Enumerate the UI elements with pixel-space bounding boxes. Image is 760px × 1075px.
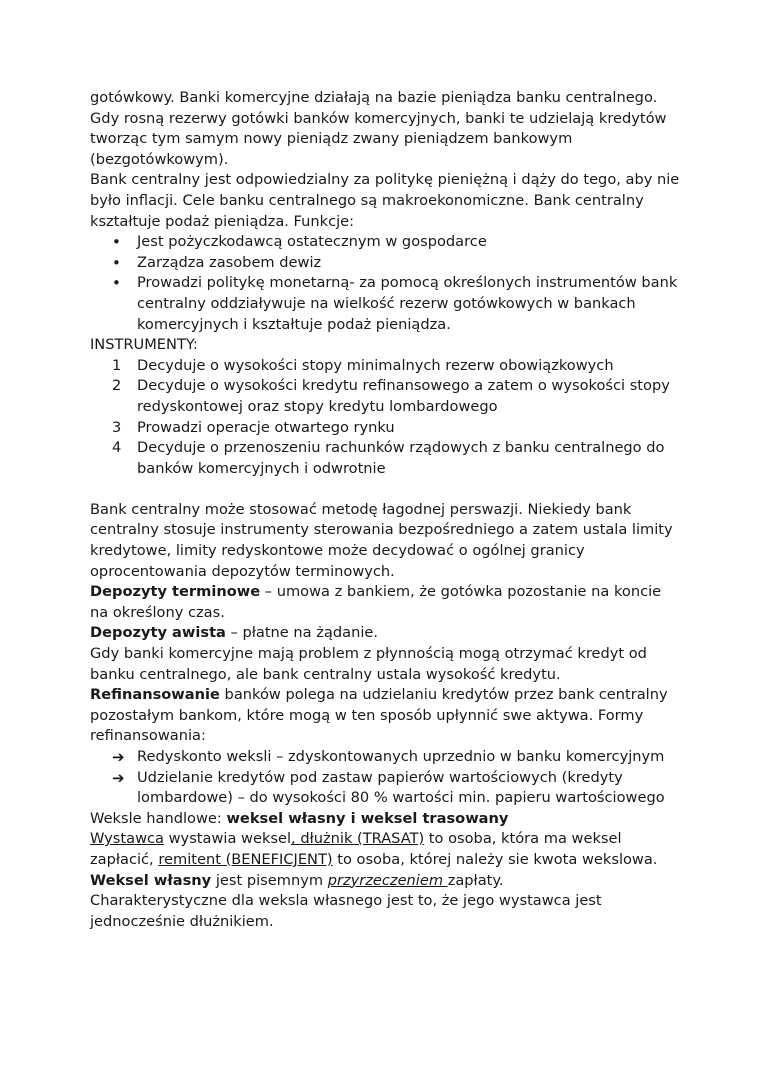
- paragraph-persuasion: Bank centralny może stosować metodę łagodnej perswazji. Niekiedy bank centralny stosuje instrumenty sterowania bezpośredniego a zatem ustala limity kredytowe, limity redyskontowe może decydować o ogólnej granicy oprocentowania depozytów terminowych.: [90, 500, 673, 580]
- text-fragment: zapłaty.: [447, 871, 504, 889]
- list-item: [90, 438, 680, 479]
- paragraph-own-bill-characteristic: Charakterystyczne dla weksla własnego jest to, że jego wystawca jest jednocześnie dłużnikiem.: [90, 892, 602, 930]
- definition-own-bill: [90, 871, 680, 892]
- text-fragment: to osoba, która ma weksel zapłacić,: [90, 830, 622, 868]
- definition-term-deposits: [90, 582, 680, 623]
- definition-refinancing: [90, 685, 680, 747]
- list-item: [90, 356, 680, 377]
- arrow-right-icon: ➔: [112, 748, 125, 766]
- functions-list: [90, 232, 680, 335]
- bills-prefix: Weksle handlowe:: [90, 809, 227, 827]
- list-item: [90, 747, 680, 768]
- term-bold: Depozyty terminowe: [90, 583, 261, 601]
- paragraph-central-bank: Bank centralny jest odpowiedzialny za politykę pieniężną i dąży do tego, aby nie było inflacji. Cele banku centralnego są makroekonomiczne. Bank centralny kształtuje podaż pieniądza. Funkcje:: [90, 171, 680, 230]
- list-item-text: Redyskonto weksli – zdyskontowanych uprzednio w banku komercyjnym: [137, 748, 665, 765]
- italic-underlined-term: przyrzeczeniem: [327, 871, 448, 889]
- list-number: 3: [112, 418, 122, 436]
- refinancing-forms-list: [90, 747, 680, 809]
- list-item-text: Jest pożyczkodawcą ostatecznym w gospodarce: [137, 233, 487, 251]
- blank-line: [90, 479, 680, 500]
- instruments-list: [90, 356, 680, 480]
- list-item: [90, 253, 680, 274]
- definition-awista: [90, 623, 680, 644]
- list-item-text: Decyduje o przenoszeniu rachunków rządowych z banku centralnego do banków komercyjnych i odwrotnie: [137, 439, 665, 477]
- list-item-text: Prowadzi operacje otwartego rynku: [137, 418, 395, 436]
- definition-text: – umowa z bankiem, że gotówka pozostanie na koncie na określony czas.: [90, 583, 662, 621]
- text-fragment: wystawia weksel: [163, 830, 292, 848]
- list-number: 2: [112, 377, 122, 395]
- paragraph-liquidity: Gdy banki komercyjne mają problem z płynnością mogą otrzymać kredyt od banku centralnego, ale bank centralny ustala wysokość kredytu.: [90, 645, 647, 683]
- underlined-term: , dłużnik (TRASAT): [291, 830, 425, 848]
- bills-heading: [90, 809, 680, 830]
- definition-text: – płatne na żądanie.: [225, 624, 378, 642]
- list-item-text: Decyduje o wysokości stopy minimalnych rezerw obowiązkowych: [137, 356, 614, 374]
- list-number: 1: [112, 356, 122, 374]
- list-item: [90, 418, 680, 439]
- text-fragment: jest pisemnym: [211, 871, 328, 889]
- list-item: [90, 273, 680, 335]
- list-item-text: Prowadzi politykę monetarną- za pomocą określonych instrumentów bank centralny oddziaływuje na wielkość rezerw gotówkowych w bankach komercyjnych i kształtuje podaż pieniądza.: [137, 274, 678, 333]
- definition-text: banków polega na udzielaniu kredytów przez bank centralny pozostałym bankom, które mogą w ten sposób upłynnić swe aktywa. Formy refinansowania:: [90, 686, 668, 745]
- paragraph-bill-parties: [90, 829, 680, 870]
- instruments-heading: INSTRUMENTY:: [90, 336, 198, 354]
- list-item: [90, 232, 680, 253]
- list-item: [90, 376, 680, 417]
- term-bold: Weksel własny: [90, 871, 212, 889]
- paragraph-intro: gotówkowy. Banki komercyjne działają na bazie pieniądza banku centralnego. Gdy rosną rezerwy gotówki banków komercyjnych, banki te udzielają kredytów tworząc tym samym nowy pieniądz zwany pieniądzem bankowym (bezgotówkowym).: [90, 89, 667, 168]
- term-bold: Refinansowanie: [90, 686, 220, 704]
- list-item-text: Decyduje o wysokości kredytu refinansowego a zatem o wysokości stopy redyskontowej oraz stopy kredytu lombardowego: [137, 377, 670, 415]
- list-number: 4: [112, 439, 122, 457]
- term-bold: Depozyty awista: [90, 624, 226, 642]
- underlined-term: remitent (BENEFICJENT): [158, 850, 333, 868]
- list-item: [90, 768, 680, 809]
- document-page: [90, 88, 680, 932]
- arrow-right-icon: ➔: [112, 768, 125, 787]
- text-fragment: to osoba, której należy sie kwota wekslowa.: [332, 850, 658, 868]
- underlined-term: Wystawca: [90, 830, 164, 848]
- list-item-text: Udzielanie kredytów pod zastaw papierów wartościowych (kredyty lombardowe) – do wysokości 80 % wartości min. papieru wartościowego: [137, 768, 665, 807]
- term-bold: weksel własny i weksel trasowany: [226, 809, 509, 827]
- list-item-text: Zarządza zasobem dewiz: [137, 253, 322, 271]
